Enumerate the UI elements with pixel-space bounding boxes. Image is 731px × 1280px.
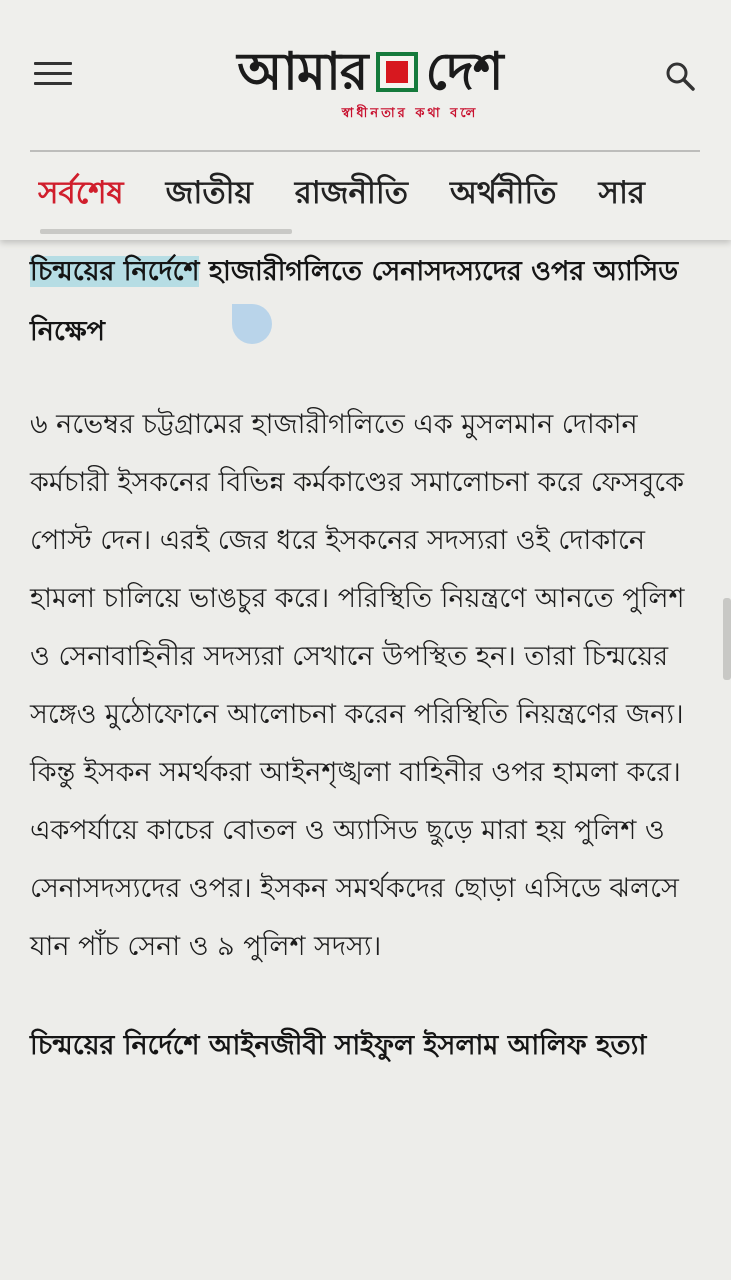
article-body: ৬ নভেম্বর চট্টগ্রামের হাজারীগলিতে এক মুসলমান দোকান কর্মচারী ইসকনের বিভিন্ন কর্মকাণ্ডের সমালোচনা করে ফেসবুকে পোস্ট দেন। এরই জের ধরে ইসকনের সদস্যরা ওই দোকানে হামলা চালিয়ে ভাঙচুর করে। পরিস্থিতি নিয়ন্ত্রণে আনতে পুলিশ ও সেনাবাহিনীর সদস্যরা সেখানে উপস্থিত হন। তারা চিন্ময়ের সঙ্গেও মুঠোফোনে আলোচনা করেন পরিস্থিতি নিয়ন্ত্রণের জন্য। কিন্তু ইসকন সমর্থকরা আইনশৃঙ্খলা বাহিনীর ওপর হামলা করে। একপর্যায়ে কাচের বোতল ও অ্যাসিড ছুড়ে মারা হয় পুলিশ ও সেনাসদস্যদের ওপর। ইসকন সমর্থকদের ছোড়া এসিডে ঝলসে যান পাঁচ সেনা ও ৯ পুলিশ সদস্য।	[30, 409, 685, 962]
flag-icon	[376, 52, 418, 92]
site-logo[interactable]	[205, 36, 535, 126]
selected-text[interactable]: চিন্ময়ের নির্দেশে	[30, 256, 200, 287]
category-nav	[38, 170, 698, 220]
hamburger-menu-icon[interactable]	[34, 62, 72, 90]
selection-handle-end[interactable]	[232, 304, 272, 344]
logo-word-right: দেশ	[425, 41, 503, 102]
article-content	[30, 240, 702, 1076]
article-subheading[interactable]: চিন্ময়ের নির্দেশে আইনজীবী সাইফুল ইসলাম আলিফ হত্যা	[30, 1030, 647, 1061]
header-divider	[30, 150, 700, 152]
search-icon[interactable]	[664, 60, 696, 92]
page-scrollbar[interactable]	[723, 598, 731, 680]
nav-item-latest[interactable]: সর্বশেষ	[38, 175, 124, 211]
logo-word-left: আমার	[237, 41, 368, 102]
nav-item-more[interactable]: সার	[598, 175, 645, 211]
nav-item-politics[interactable]: রাজনীতি	[294, 175, 409, 211]
site-header	[0, 0, 731, 240]
nav-item-economy[interactable]: অর্থনীতি	[450, 175, 557, 211]
nav-item-national[interactable]: জাতীয়	[165, 175, 253, 211]
headline-rest: হাজারীগলিতে সেনাসদস্যদের ওপর অ্যাসিড নিক্ষেপ	[30, 256, 679, 347]
logo-tagline: স্বাধীনতার কথা বলে	[341, 106, 479, 121]
logo-row	[205, 36, 535, 108]
article-headline	[30, 242, 702, 362]
nav-scroll-indicator[interactable]	[40, 229, 292, 234]
